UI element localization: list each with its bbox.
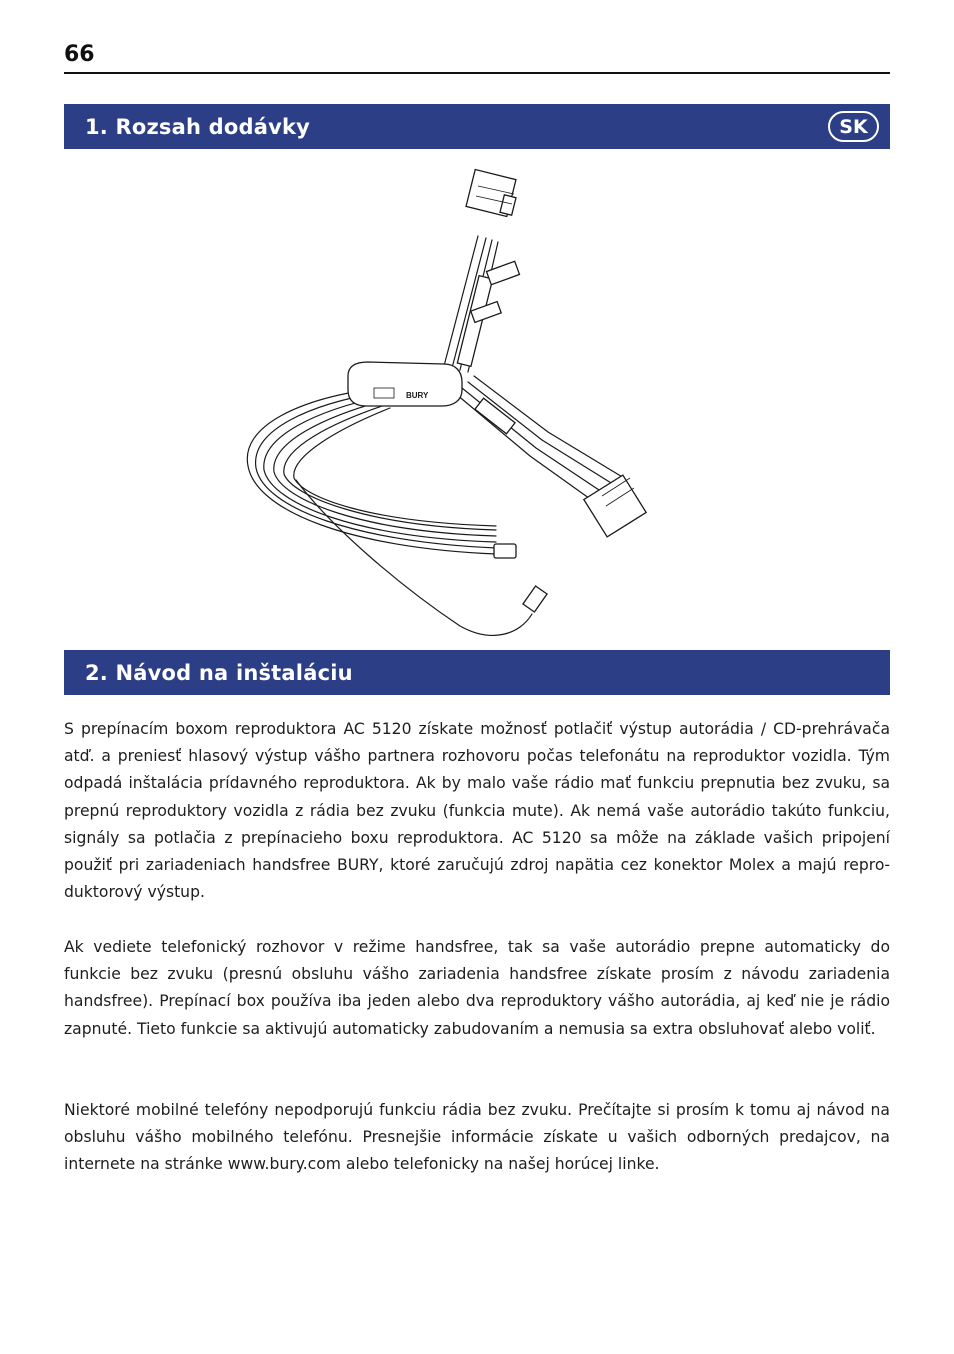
bury-logo: BURY — [406, 391, 429, 400]
section-header-delivery — [64, 104, 890, 149]
switch-box — [348, 362, 462, 406]
section-header-installation — [64, 650, 890, 695]
wire-loop — [247, 388, 496, 554]
top-rule — [64, 72, 890, 74]
cable-tab — [487, 261, 520, 284]
iso-connector — [584, 475, 646, 537]
jack-plug — [523, 586, 547, 612]
lower-bundle — [474, 376, 624, 478]
page-number: 66 — [64, 42, 95, 67]
wire-loop — [264, 396, 496, 542]
paragraph-3: Niektoré mobilné telefóny nepodporujú funkciu rádia bez zvuku. Prečítajte si prosím k tomu aj návod na obsluhu vášho mobilného telefónu. Presnejšie informácie získate u vašich odborných predajcov, na internete na stránke www.bury.com alebo telefonicky na našej horúcej linke. — [64, 1101, 890, 1174]
paragraph-2: Ak vediete telefonický rozhovor v režime handsfree, tak sa vaše autorádio prepne automaticky do funkcie bez zvuku (presnú obsluhu vášho zariadenia handsfree získate prosím z návodu zariadenia handsfree). Prepínací box používa iba jeden alebo dva reproduktory vášho autorádia, aj keď nie je rádio zapnuté. Tieto funkcie sa aktivujú automaticky zabudovaním a nemusia sa extra obsluhovať alebo voliť. — [64, 938, 890, 1038]
section-title: 1. Rozsah dodávky — [85, 114, 311, 139]
cable-harness-illustration — [230, 166, 660, 636]
section-title: 2. Návod na inštaláciu — [85, 660, 353, 685]
paragraph-1: S prepínacím boxom reproduktora AC 5120 získate možnosť potlačiť výstup autorádia / CD-prehrávača atď. a preniesť hlasový výstup vášho partnera rozhovoru počas telefonátu na reproduktor vozidla. Tým odpadá inštalácia prídavného reproduktora. Ak by malo vaše rádio mať funkciu prepnutia bez zvuku, sa prepnú reproduktory vozidla z rádia bez zvuku (funkcia mute). Ak nemá vaše autorádio takúto funkciu, signály sa potlačia z prepínacieho boxu reproduktora. AC 5120 sa môže na základe vašich pripojení použiť pri zariadeniach handsfree BURY, ktoré zaručujú zdroj napätia cez konektor Molex a majú reproduktorový výstup. — [64, 720, 890, 902]
lower-bundle — [468, 382, 616, 486]
molex-plug — [494, 544, 516, 558]
language-badge: SK — [828, 111, 879, 142]
